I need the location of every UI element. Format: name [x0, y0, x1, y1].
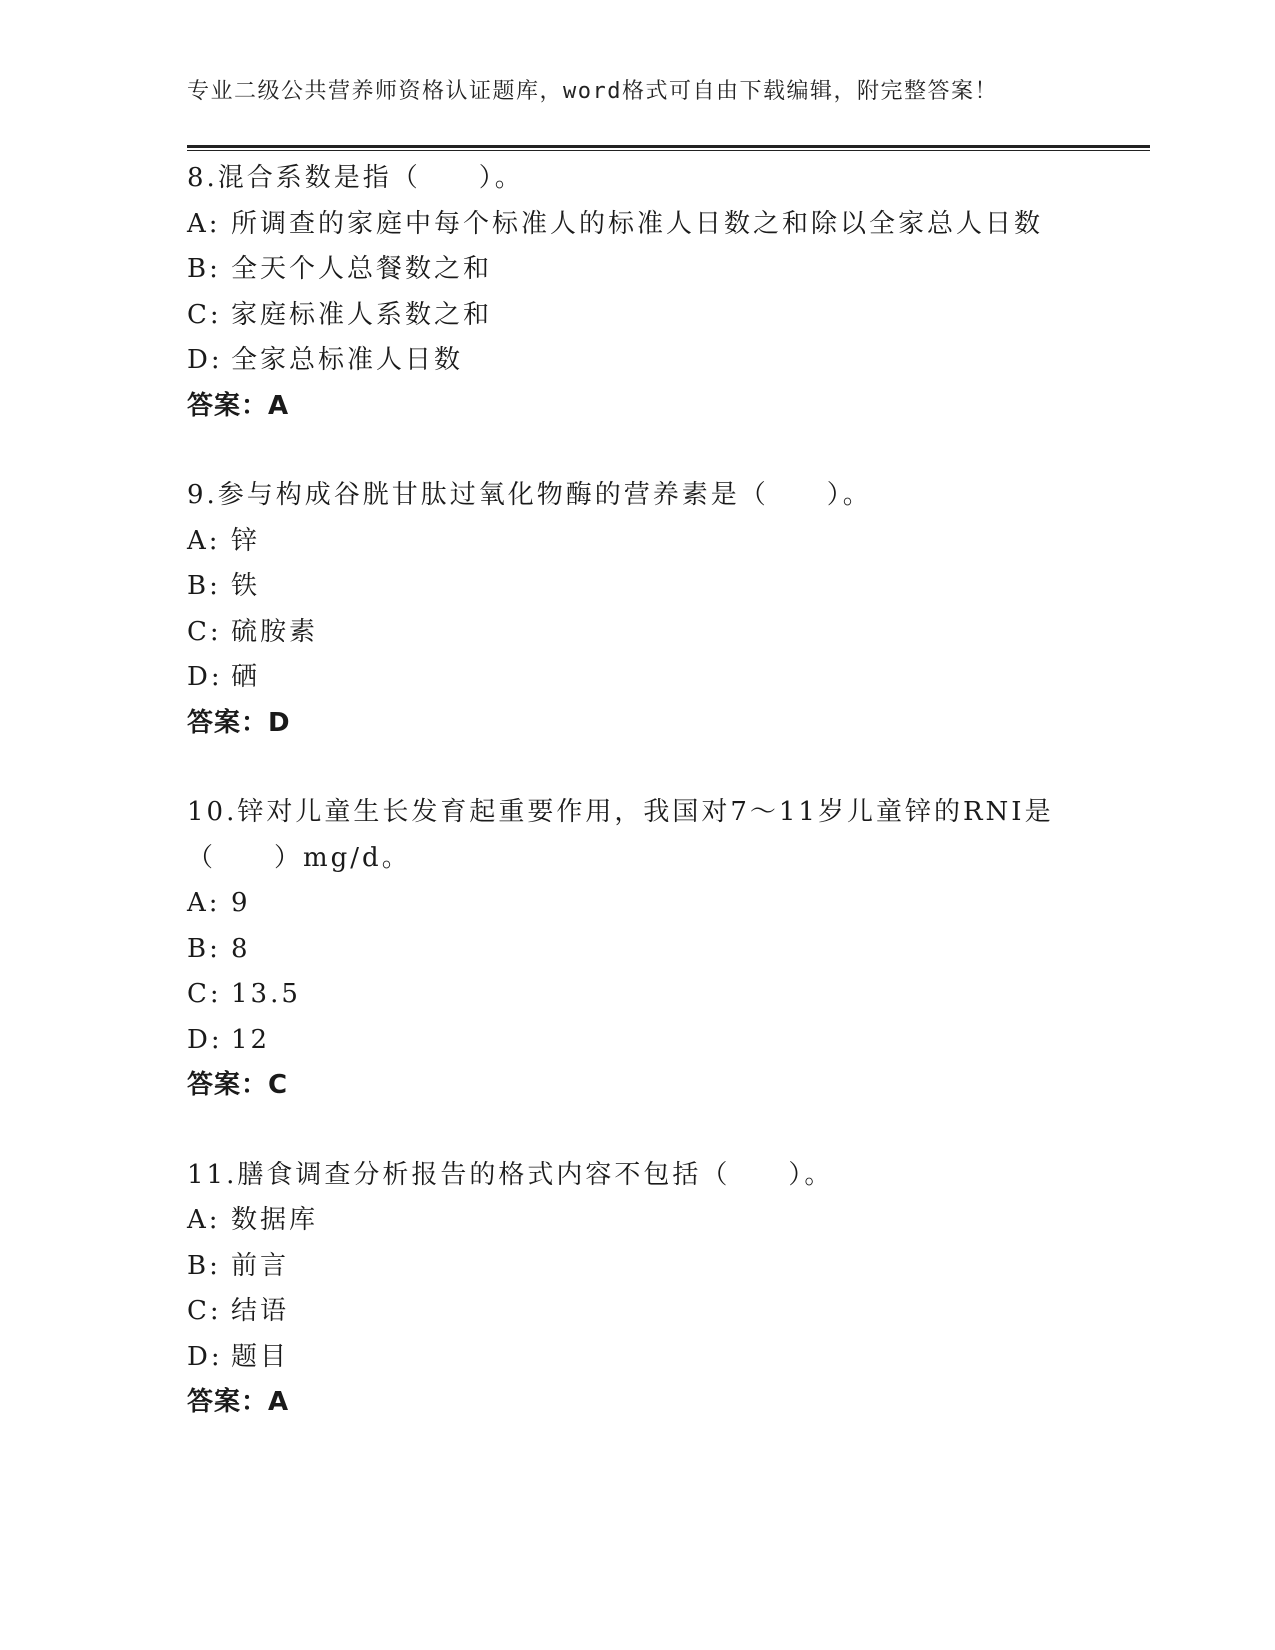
option-text: 硒: [231, 662, 261, 692]
question-10: [187, 790, 1077, 1109]
option-c: [187, 972, 1077, 1018]
answer-line: 答案：D: [187, 707, 291, 738]
option-key: B:: [187, 1250, 221, 1281]
option-key: B:: [187, 254, 221, 284]
option-key: A:: [187, 525, 221, 556]
option-key: C:: [187, 979, 222, 1009]
option-key: A:: [187, 1205, 221, 1235]
option-text: 硫胺素: [231, 616, 319, 647]
option-key: D:: [187, 345, 223, 375]
option-text: 12: [231, 1024, 271, 1055]
header-divider-thick: [187, 145, 1150, 148]
question-9: [187, 473, 1077, 746]
option-key: D:: [187, 1024, 223, 1055]
header-divider-thin: [187, 150, 1150, 151]
option-c: [187, 293, 1077, 339]
option-key: D:: [187, 662, 223, 692]
question-stem: 11.膳食调查分析报告的格式内容不包括（ ）。: [187, 1159, 834, 1190]
question-stem: 8.混合系数是指（ ）。: [187, 163, 524, 193]
option-text: 铁: [231, 571, 261, 601]
option-b: [187, 927, 1077, 973]
option-text: 结语: [231, 1296, 290, 1326]
question-stem: 9.参与构成谷胱甘肽过氧化物酶的营养素是（ ）。: [187, 480, 872, 510]
answer-line: 答案：C: [187, 1070, 289, 1100]
option-text: 所调查的家庭中每个标准人的标准人日数之和除以全家总人日数: [231, 208, 1044, 239]
option-d: [187, 1018, 1077, 1064]
option-key: C:: [187, 616, 222, 647]
option-b: [187, 1244, 1077, 1290]
option-text: 数据库: [231, 1205, 319, 1235]
option-d: [187, 338, 1077, 384]
option-a: [187, 881, 1077, 927]
option-a: [187, 519, 1077, 565]
option-key: B:: [187, 933, 221, 964]
option-text: 全家总标准人日数: [231, 345, 464, 375]
option-c: [187, 610, 1077, 656]
option-a: [187, 202, 1077, 248]
answer-line: 答案：A: [187, 1387, 290, 1417]
option-b: [187, 564, 1077, 610]
option-c: [187, 1289, 1077, 1335]
option-key: A:: [187, 208, 221, 239]
option-text: 13.5: [231, 979, 301, 1009]
question-11: [187, 1153, 1077, 1426]
question-stem: 10.锌对儿童生长发育起重要作用，我国对7～11岁儿童锌的RNI是（ ）mg/d。: [187, 797, 1054, 873]
option-text: 8: [231, 933, 251, 964]
answer-line: 答案：A: [187, 390, 290, 421]
option-key: D:: [187, 1341, 223, 1372]
option-b: [187, 247, 1077, 293]
option-a: [187, 1198, 1077, 1244]
option-text: 锌: [231, 525, 261, 556]
option-key: A:: [187, 888, 221, 918]
question-list: [187, 156, 1077, 1426]
option-text: 9: [231, 888, 251, 918]
option-key: C:: [187, 1296, 222, 1326]
option-text: 前言: [231, 1250, 290, 1281]
option-d: [187, 655, 1077, 701]
question-8: [187, 156, 1077, 429]
page-header: 专业二级公共营养师资格认证题库，word格式可自由下载编辑，附完整答案！: [187, 79, 998, 104]
option-key: C:: [187, 299, 222, 330]
option-text: 家庭标准人系数之和: [231, 299, 493, 330]
option-key: B:: [187, 571, 221, 601]
option-text: 题目: [231, 1341, 290, 1372]
option-d: [187, 1335, 1077, 1381]
option-text: 全天个人总餐数之和: [231, 254, 493, 284]
